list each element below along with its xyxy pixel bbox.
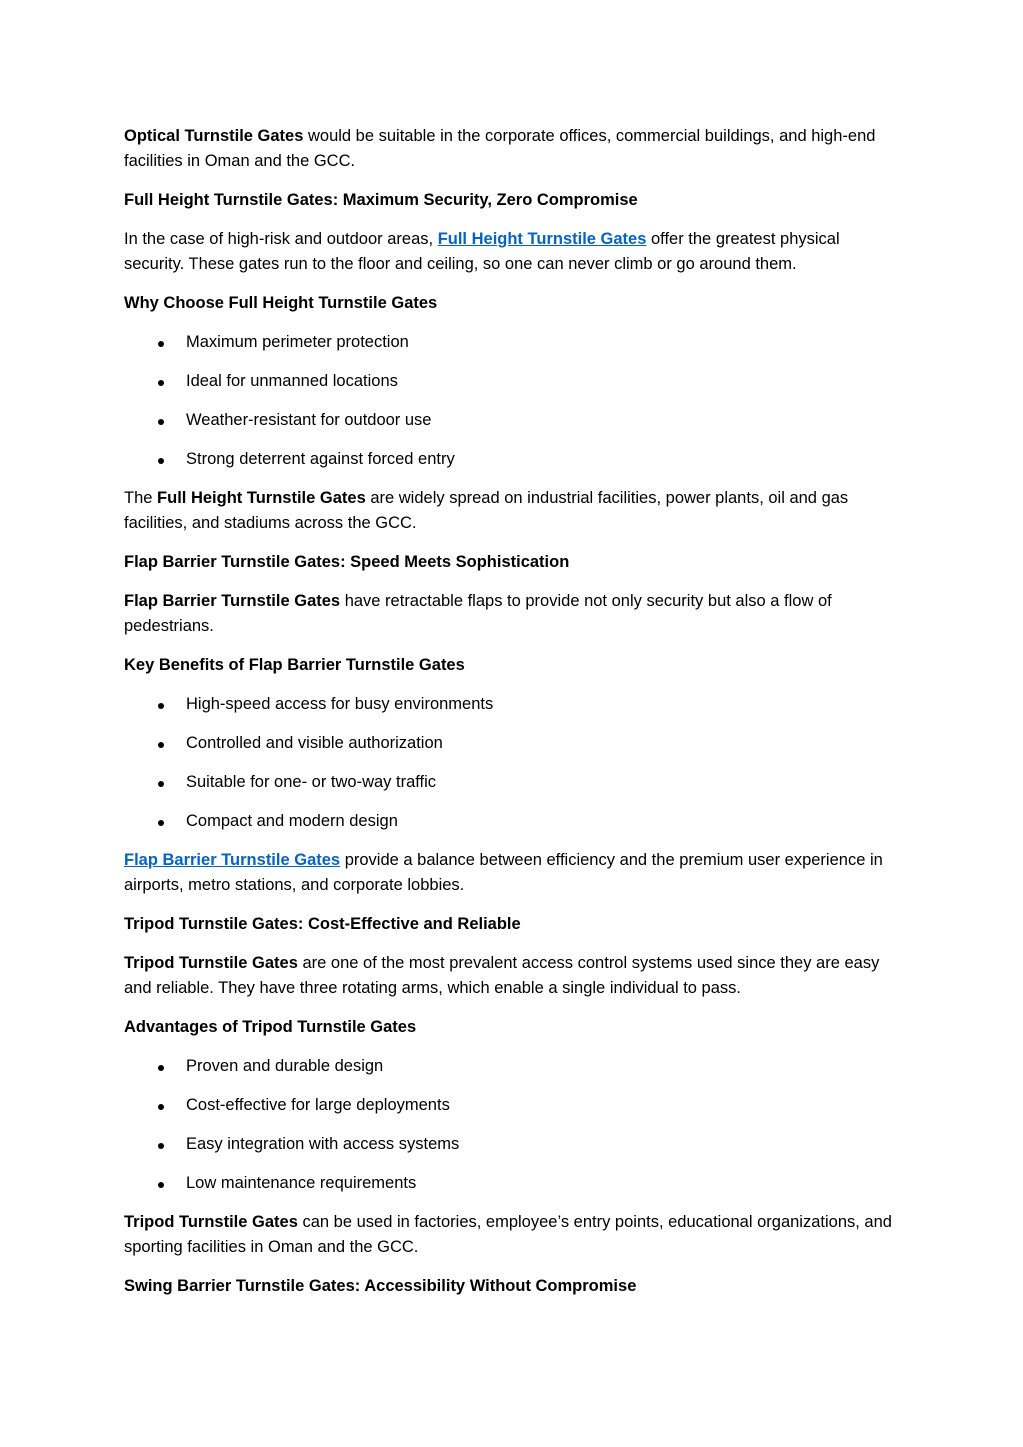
bold-tripod-turnstile-gates: Tripod Turnstile Gates xyxy=(124,1213,298,1231)
paragraph-text: would be suitable in the corporate offices, commercial buildings, and high-end facilities in Oman and the GCC. xyxy=(124,127,876,170)
paragraph-text: are widely spread on industrial facilities, power plants, oil and gas facilities, and stadiums across the GCC. xyxy=(124,489,849,532)
bullet-icon xyxy=(158,742,164,748)
heading-tripod: Tripod Turnstile Gates: Cost-Effective and Reliable xyxy=(124,915,521,933)
heading-full-height: Full Height Turnstile Gates: Maximum Security, Zero Compromise xyxy=(124,191,638,209)
list-item-text: Ideal for unmanned locations xyxy=(186,372,398,390)
list-full-height-reasons xyxy=(124,330,899,472)
list-item xyxy=(124,809,899,834)
heading-flap-benefits: Key Benefits of Flap Barrier Turnstile Gates xyxy=(124,656,465,674)
list-item xyxy=(124,369,899,394)
list-item xyxy=(124,447,899,472)
list-item-text: Cost-effective for large deployments xyxy=(186,1096,450,1114)
list-item xyxy=(124,692,899,717)
bullet-icon xyxy=(158,1065,164,1071)
list-item xyxy=(124,731,899,756)
bullet-icon xyxy=(158,419,164,425)
bullet-icon xyxy=(158,341,164,347)
list-item-text: Easy integration with access systems xyxy=(186,1135,460,1153)
list-item xyxy=(124,330,899,355)
bullet-icon xyxy=(158,1104,164,1110)
bullet-icon xyxy=(158,781,164,787)
paragraph-text: In the case of high-risk and outdoor areas, xyxy=(124,230,438,248)
paragraph-full-height-intro xyxy=(124,227,899,277)
list-item-text: Weather-resistant for outdoor use xyxy=(186,411,432,429)
paragraph-text: can be used in factories, employee’s entry points, educational organizations, and sporting facilities in Oman and the GCC. xyxy=(124,1213,892,1256)
paragraph-tripod-intro xyxy=(124,951,899,1001)
bullet-icon xyxy=(158,1143,164,1149)
list-item-text: Maximum perimeter protection xyxy=(186,333,409,351)
bullet-icon xyxy=(158,458,164,464)
paragraph-flap-intro xyxy=(124,589,899,639)
bullet-icon xyxy=(158,380,164,386)
list-item-text: Strong deterrent against forced entry xyxy=(186,450,455,468)
list-item xyxy=(124,1054,899,1079)
paragraph-flap-usage xyxy=(124,848,899,898)
list-item-text: Low maintenance requirements xyxy=(186,1174,417,1192)
list-item-text: High-speed access for busy environments xyxy=(186,695,494,713)
bold-full-height-turnstile-gates: Full Height Turnstile Gates xyxy=(157,489,366,507)
link-full-height-turnstile-gates[interactable]: Full Height Turnstile Gates xyxy=(437,230,647,248)
paragraph-text: are one of the most prevalent access control systems used since they are easy and reliable. They have three rotating arms, which enable a single individual to pass. xyxy=(124,954,880,997)
paragraph-text: provide a balance between efficiency and the premium user experience in airports, metro stations, and corporate lobbies. xyxy=(124,851,883,894)
list-item xyxy=(124,408,899,433)
heading-swing-barrier: Swing Barrier Turnstile Gates: Accessibility Without Compromise xyxy=(124,1277,637,1295)
paragraph-text: The xyxy=(124,489,158,507)
list-item-text: Proven and durable design xyxy=(186,1057,384,1075)
list-flap-benefits xyxy=(124,692,899,834)
heading-why-choose-full-height: Why Choose Full Height Turnstile Gates xyxy=(124,294,438,312)
bullet-icon xyxy=(158,820,164,826)
bold-optical-turnstile-gates: Optical Turnstile Gates xyxy=(124,127,304,145)
list-item-text: Suitable for one- or two-way traffic xyxy=(186,773,437,791)
link-flap-barrier-turnstile-gates[interactable]: Flap Barrier Turnstile Gates xyxy=(124,851,341,869)
paragraph-text: have retractable flaps to provide not only security but also a flow of pedestrians. xyxy=(124,592,832,635)
paragraph-full-height-usage xyxy=(124,486,899,536)
bold-flap-barrier-turnstile-gates: Flap Barrier Turnstile Gates xyxy=(124,592,341,610)
list-tripod-advantages xyxy=(124,1054,899,1196)
heading-flap-barrier: Flap Barrier Turnstile Gates: Speed Meets Sophistication xyxy=(124,553,570,571)
heading-tripod-advantages: Advantages of Tripod Turnstile Gates xyxy=(124,1018,417,1036)
bold-tripod-turnstile-gates: Tripod Turnstile Gates xyxy=(124,954,298,972)
paragraph-text: offer the greatest physical security. These gates run to the floor and ceiling, so one can never climb or go around them. xyxy=(124,230,840,273)
list-item xyxy=(124,1171,899,1196)
list-item xyxy=(124,770,899,795)
bullet-icon xyxy=(158,703,164,709)
paragraph-optical xyxy=(124,124,899,174)
bullet-icon xyxy=(158,1182,164,1188)
list-item xyxy=(124,1132,899,1157)
list-item-text: Controlled and visible authorization xyxy=(186,734,443,752)
list-item-text: Compact and modern design xyxy=(186,812,398,830)
list-item xyxy=(124,1093,899,1118)
paragraph-tripod-usage xyxy=(124,1210,899,1260)
